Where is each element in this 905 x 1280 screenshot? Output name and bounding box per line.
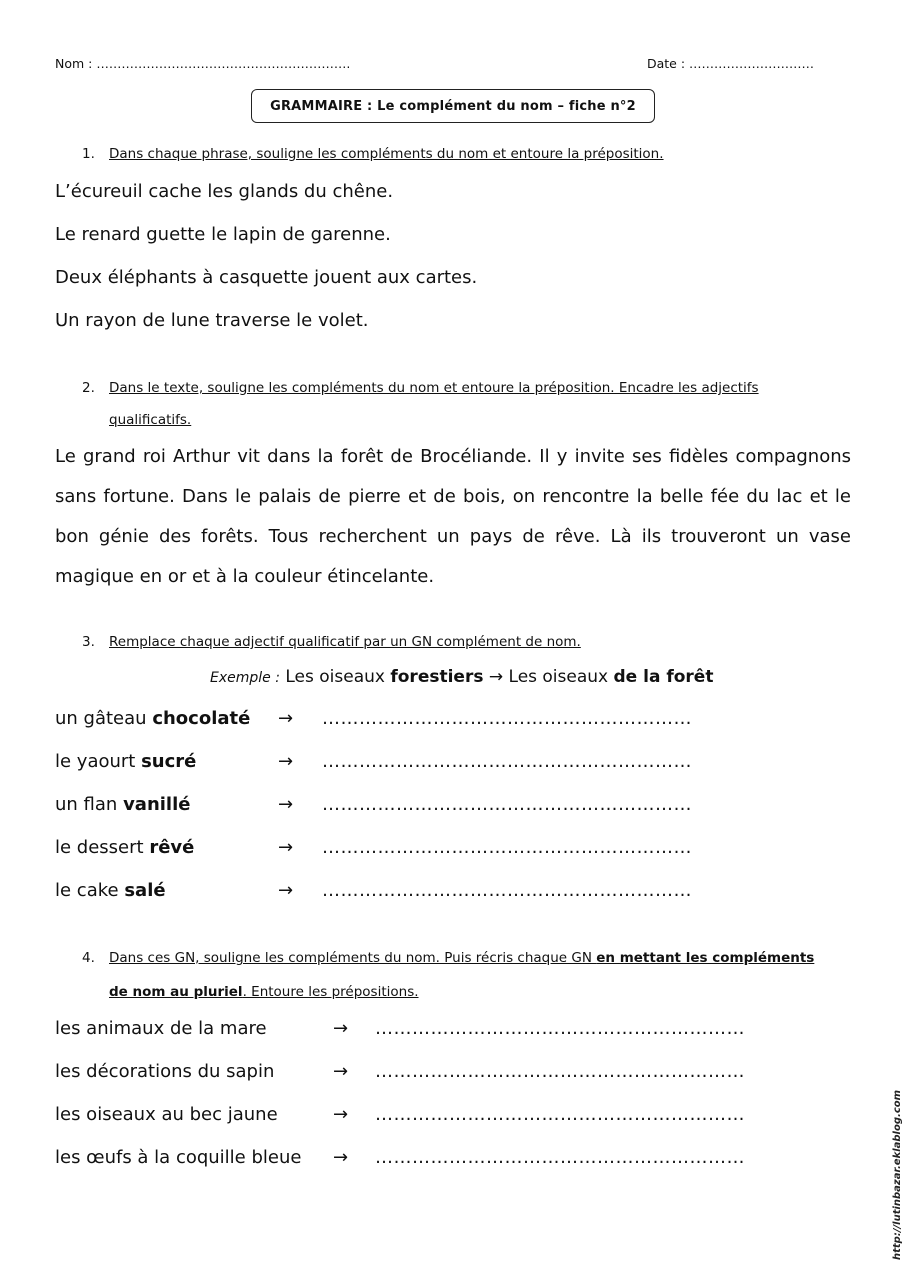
arrow-icon: → [333, 1018, 349, 1039]
instruction-text: Dans ces GN, souligne les compléments du nom. Puis récris chaque GN [109, 950, 597, 966]
sentence: Le renard guette le lapin de garenne. [55, 224, 391, 245]
noun-group [55, 837, 194, 858]
noun-group [55, 708, 250, 729]
exercise-3-instruction: Remplace chaque adjectif qualificatif par un GN complément de nom. [109, 634, 581, 650]
instruction-text: . Entoure les prépositions. [242, 984, 419, 1000]
example-label: Exemple : [210, 670, 280, 686]
exercise-2-instruction-line-2: qualificatifs. [109, 412, 192, 428]
arrow-icon: → [278, 794, 294, 815]
name-field-label: Nom : ……………………………………………………. [55, 56, 351, 71]
noun-group [55, 751, 196, 772]
adjective: salé [124, 880, 166, 901]
exercise-3-number: 3. [82, 634, 95, 650]
arrow-icon: → [278, 751, 294, 772]
arrow-icon: → [278, 880, 294, 901]
answer-blank[interactable]: …………………………………………………… [375, 1018, 745, 1039]
noun: le yaourt [55, 751, 136, 772]
example-line [210, 667, 713, 687]
adjective: sucré [141, 751, 197, 772]
date-field-label: Date : ………………………… [647, 56, 815, 71]
exercise-1-number: 1. [82, 146, 95, 162]
answer-blank[interactable]: …………………………………………………… [322, 794, 692, 815]
adjective: chocolaté [152, 708, 251, 729]
exercise-2-instruction-line-1: Dans le texte, souligne les compléments du nom et entoure la préposition. Encadre les adjectifs [109, 380, 759, 396]
arrow-icon: → [333, 1147, 349, 1168]
arrow-icon: → [488, 667, 504, 687]
answer-blank[interactable]: …………………………………………………… [322, 837, 692, 858]
noun: un flan [55, 794, 118, 815]
adjective: rêvé [149, 837, 195, 858]
arrow-icon: → [278, 708, 294, 729]
answer-blank[interactable]: …………………………………………………… [375, 1104, 745, 1125]
adjective: vanillé [123, 794, 191, 815]
example-adjective: forestiers [390, 667, 484, 687]
exercise-4-instruction-line-1 [109, 950, 814, 966]
source-url-watermark: http://lutinbazar.eklablog.com [892, 1089, 903, 1260]
noun-group: les oiseaux au bec jaune [55, 1104, 278, 1125]
answer-blank[interactable]: …………………………………………………… [322, 751, 692, 772]
exercise-1-instruction: Dans chaque phrase, souligne les compléments du nom et entoure la préposition. [109, 146, 664, 162]
exercise-4-instruction-line-2 [109, 984, 419, 1000]
exercise-2-number: 2. [82, 380, 95, 396]
noun-group [55, 880, 166, 901]
answer-blank[interactable]: …………………………………………………… [322, 880, 692, 901]
answer-blank[interactable]: …………………………………………………… [375, 1147, 745, 1168]
example-complement: de la forêt [613, 667, 714, 687]
arrow-icon: → [278, 837, 294, 858]
noun-group: les animaux de la mare [55, 1018, 267, 1039]
noun-group: les œufs à la coquille bleue [55, 1147, 302, 1168]
sentence: Deux éléphants à casquette jouent aux cartes. [55, 267, 478, 288]
noun-group [55, 794, 190, 815]
instruction-emphasis: de nom au pluriel [109, 984, 243, 1000]
worksheet-title: GRAMMAIRE : Le complément du nom – fiche n°2 [251, 89, 655, 123]
arrow-icon: → [333, 1104, 349, 1125]
sentence: L’écureuil cache les glands du chêne. [55, 181, 394, 202]
arrow-icon: → [333, 1061, 349, 1082]
answer-blank[interactable]: …………………………………………………… [375, 1061, 745, 1082]
noun: le dessert [55, 837, 144, 858]
noun: le cake [55, 880, 119, 901]
answer-blank[interactable]: …………………………………………………… [322, 708, 692, 729]
exercise-4-number: 4. [82, 950, 95, 966]
exercise-2-text: Le grand roi Arthur vit dans la forêt de Brocéliande. Il y invite ses fidèles compagnons sans fortune. Dans le palais de pierre et de bois, on rencontre la belle fée du lac et le bon génie des forêts. Tous recherchent un pays de rêve. Là ils trouveront un vase magique en or et à la couleur étincelante. [55, 446, 851, 587]
sentence: Un rayon de lune traverse le volet. [55, 310, 369, 331]
noun: un gâteau [55, 708, 147, 729]
example-after: Les oiseaux [508, 667, 609, 687]
noun-group: les décorations du sapin [55, 1061, 275, 1082]
example-before: Les oiseaux [285, 667, 385, 687]
instruction-emphasis: en mettant les compléments [596, 950, 815, 966]
